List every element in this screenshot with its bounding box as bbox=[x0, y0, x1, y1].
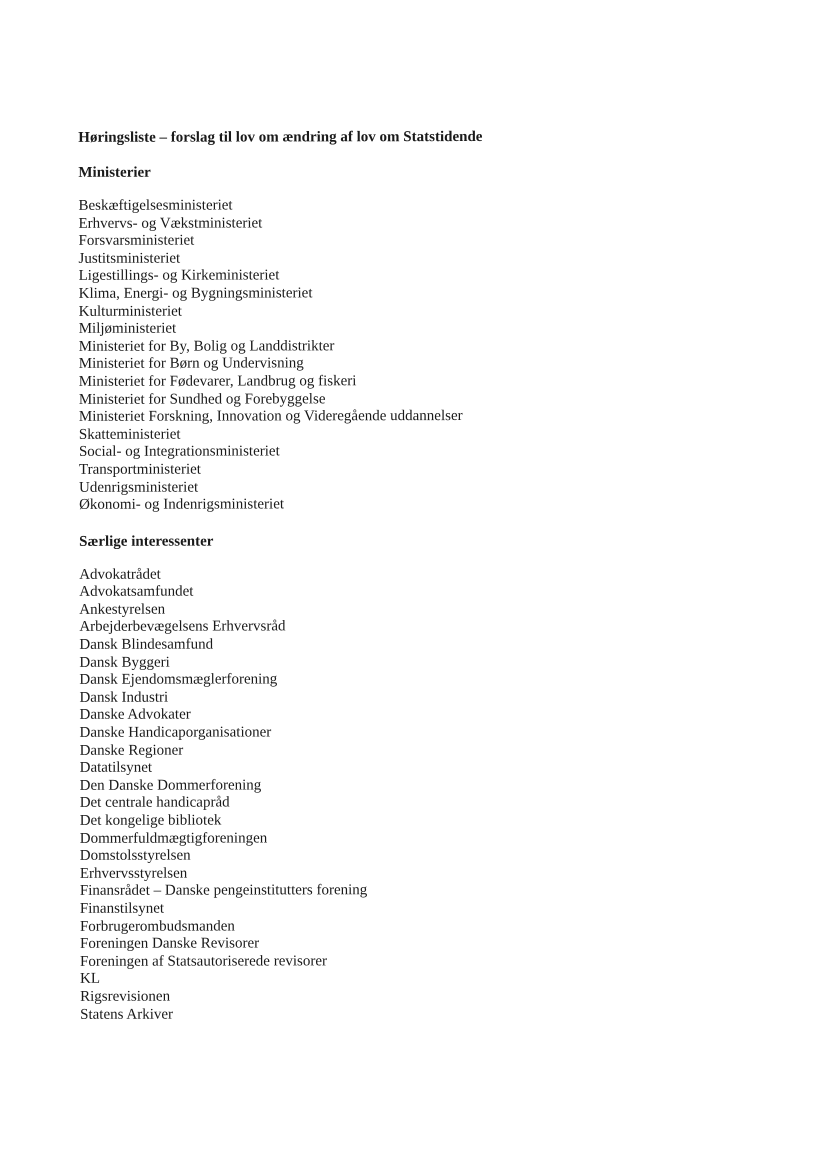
document-title: Høringsliste – forslag til lov om ændring af lov om Statstidende bbox=[78, 128, 483, 146]
special-interest-item: Finanstilsynet bbox=[79, 900, 165, 917]
special-interest-item: Det kongelige bibliotek bbox=[79, 812, 222, 829]
special-interest-item: Dommerfuldmægtigforeningen bbox=[79, 830, 268, 847]
special-interest-item: Dansk Byggeri bbox=[79, 654, 170, 671]
special-interest-item: Statens Arkiver bbox=[80, 1006, 174, 1023]
special-interest-item: Finansrådet – Danske pengeinstitutters forening bbox=[79, 882, 368, 900]
ministry-item: Ministeriet Forskning, Innovation og Videregående uddannelser bbox=[78, 408, 463, 425]
document-content bbox=[78, 126, 780, 1024]
special-interest-item: Dansk Blindesamfund bbox=[79, 636, 214, 653]
ministry-item: Forsvarsministeriet bbox=[78, 232, 195, 250]
special-interest-item: Danske Advokater bbox=[79, 707, 191, 724]
section-heading-ministries: Ministerier bbox=[78, 164, 151, 181]
ministry-item: Ligestillings- og Kirkeministeriet bbox=[78, 267, 280, 285]
ministry-item: Skatteministeriet bbox=[78, 426, 181, 443]
special-interest-item: Det centrale handicapråd bbox=[79, 794, 230, 812]
special-interest-item: Danske Regioner bbox=[79, 742, 184, 759]
special-interest-item: Foreningen Danske Revisorer bbox=[79, 935, 260, 952]
ministry-item: Ministeriet for By, Bolig og Landdistrikter bbox=[78, 338, 335, 355]
ministry-item: Transportministeriet bbox=[78, 461, 201, 478]
special-interest-item: Rigsrevisionen bbox=[80, 988, 171, 1005]
special-interest-item: Foreningen af Statsautoriserede revisorer bbox=[79, 953, 328, 970]
ministry-item: Justitsministeriet bbox=[78, 250, 181, 267]
section-heading-special-interests: Særlige interessenter bbox=[79, 533, 214, 550]
special-interest-item: Arbejderbevægelsens Erhvervsråd bbox=[79, 618, 286, 636]
ministry-item: Beskæftigelsesministeriet bbox=[78, 197, 233, 214]
special-interest-item: Danske Handicaporganisationer bbox=[79, 724, 272, 741]
special-interest-item: Dansk Industri bbox=[79, 689, 169, 706]
ministry-item: Økonomi- og Indenrigsministeriet bbox=[79, 496, 285, 513]
ministry-item: Erhvervs- og Vækstministeriet bbox=[78, 215, 263, 232]
special-interest-item: Advokatrådet bbox=[79, 566, 161, 583]
special-interest-item: Ankestyrelsen bbox=[79, 601, 166, 618]
special-interest-item: KL bbox=[80, 971, 101, 988]
special-interest-item: Forbrugerombudsmanden bbox=[79, 918, 235, 935]
special-interest-item: Advokatsamfundet bbox=[79, 583, 194, 601]
ministries-list bbox=[78, 196, 779, 514]
special-interest-item: Datatilsynet bbox=[79, 759, 153, 777]
ministry-item: Udenrigsministeriet bbox=[79, 479, 199, 496]
ministry-item: Kulturministeriet bbox=[78, 303, 182, 320]
ministry-item: Miljøministeriet bbox=[78, 320, 177, 337]
ministry-item: Ministeriet for Fødevarer, Landbrug og fiskeri bbox=[78, 373, 357, 390]
ministry-item: Ministeriet for Børn og Undervisning bbox=[78, 355, 304, 373]
special-interest-item: Den Danske Dommerforening bbox=[79, 777, 262, 794]
ministry-item: Social- og Integrationsministeriet bbox=[78, 443, 280, 461]
ministry-item: Ministeriet for Sundhed og Forebyggelse bbox=[78, 390, 326, 408]
special-interest-item: Domstolsstyrelsen bbox=[79, 847, 191, 865]
ministry-item: Klima, Energi- og Bygningsministeriet bbox=[78, 285, 313, 302]
special-interest-item: Erhvervsstyrelsen bbox=[79, 865, 188, 882]
special-interest-item: Dansk Ejendomsmæglerforening bbox=[79, 671, 278, 689]
special-interests-list bbox=[79, 565, 780, 1024]
